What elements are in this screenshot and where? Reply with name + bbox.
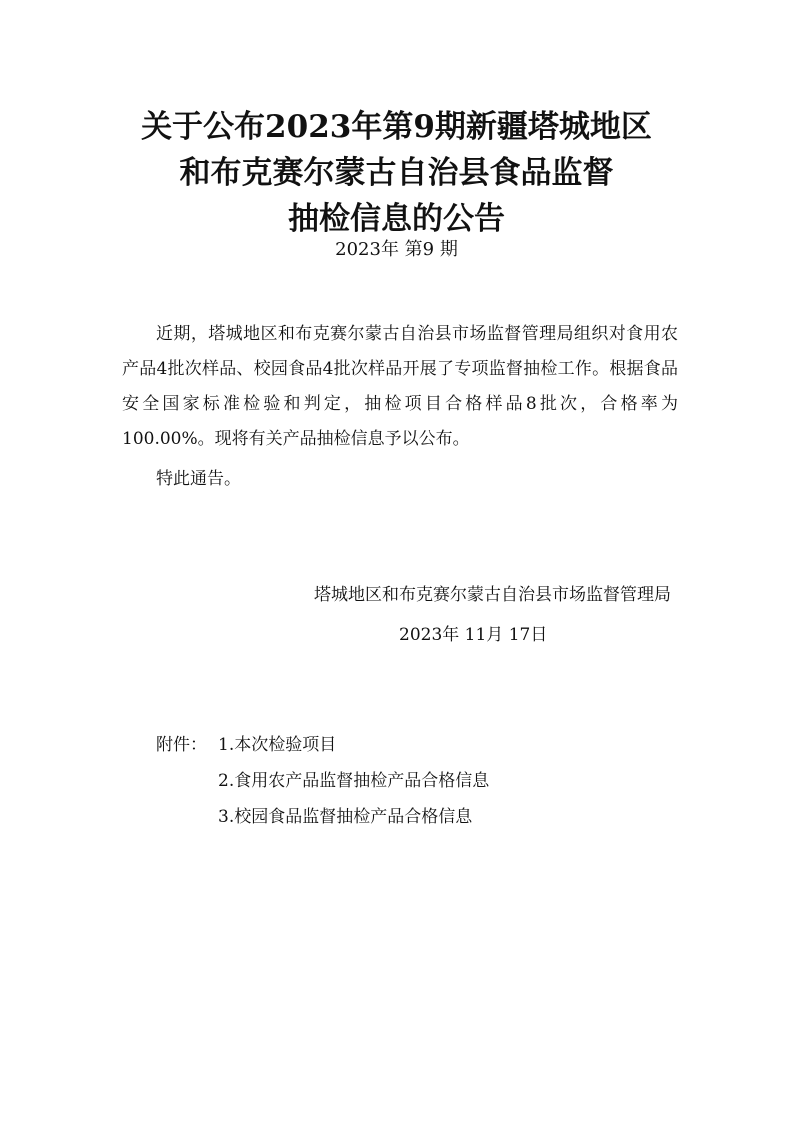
attachment-row-2 (156, 763, 489, 799)
closing-line: 特此通告。 (156, 469, 241, 489)
attachment-row-1 (156, 727, 489, 763)
signature-date: 2023年 11月 17日 (399, 625, 548, 645)
title-line-2: 和布克赛尔蒙古自治县食品监督 (179, 155, 614, 191)
attachments-section (156, 727, 489, 835)
title-line-3: 抽检信息的公告 (288, 201, 505, 237)
signature-organization: 塔城地区和布克赛尔蒙古自治县市场监督管理局 (314, 585, 671, 605)
attachment-row-3 (156, 799, 489, 835)
issue-number: 2023年 第9 期 (335, 239, 458, 260)
attachment-item: 3.校园食品监督抽检产品合格信息 (218, 807, 473, 827)
attachments-label: 附件： (156, 735, 207, 755)
document-title (0, 104, 793, 242)
body-paragraph: 近期，塔城地区和布克赛尔蒙古自治县市场监督管理局组织对食用农产品4批次样品、校园食品4批次样品开展了专项监督抽检工作。根据食品安全国家标准检验和判定，抽检项目合格样品8批次，合格率为100.00%。现将有关产品抽检信息予以公布。 (122, 324, 678, 449)
attachment-item: 1.本次检验项目 (218, 735, 337, 755)
title-line-1: 关于公布2023年第9期新疆塔城地区 (141, 109, 652, 145)
attachment-item: 2.食用农产品监督抽检产品合格信息 (218, 771, 490, 791)
